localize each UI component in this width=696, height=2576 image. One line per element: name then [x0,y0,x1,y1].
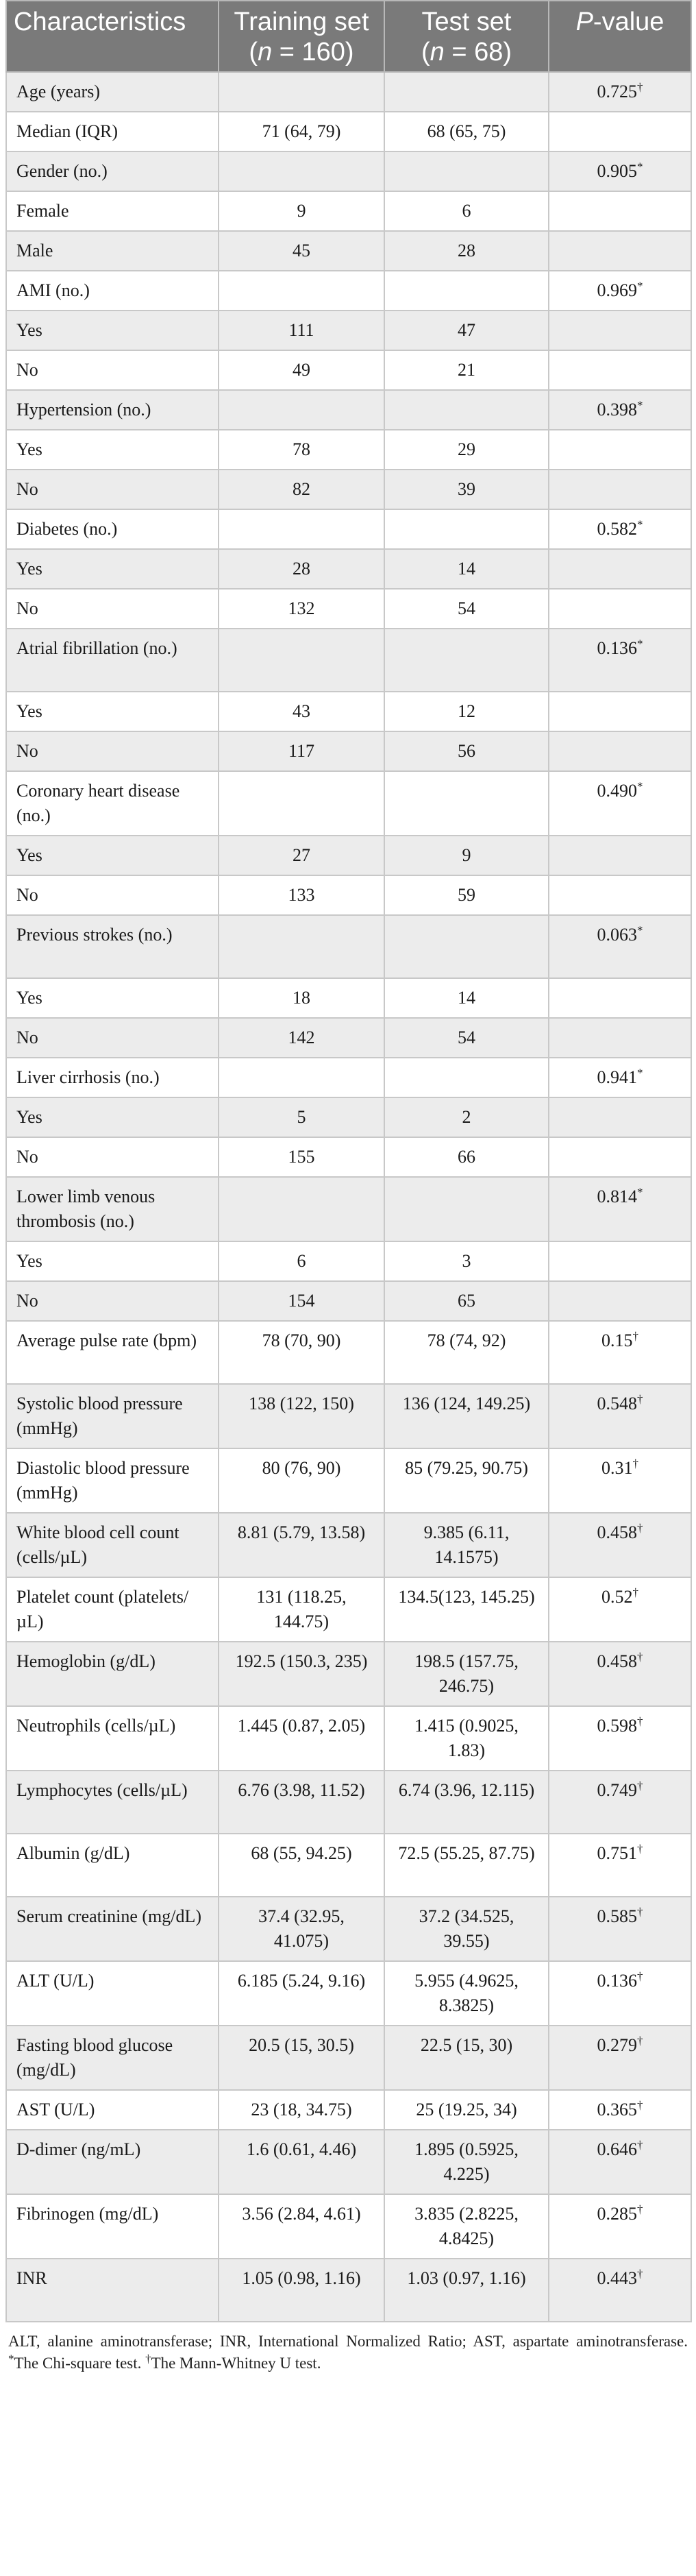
cell-p-value [549,692,691,731]
cell-p-value [549,350,691,390]
table-row [6,915,691,978]
cell-characteristic: Lower limb venous thrombosis (no.) [6,1177,219,1241]
table-row [6,2194,691,2259]
cell-training-set: 133 [219,875,384,915]
table-row [6,72,691,112]
p-value-text: 0.279 [597,2035,637,2055]
cell-characteristic: No [6,350,219,390]
table-row [6,875,691,915]
table-body [6,72,691,2322]
table-row [6,151,691,191]
test-marker: † [637,1842,643,1856]
cell-characteristic: Fasting blood glucose (mg/dL) [6,2026,219,2090]
cell-characteristic: Lymphocytes (cells/µL) [6,1771,219,1834]
cell-training-set [219,151,384,191]
cell-characteristic: Hypertension (no.) [6,390,219,430]
cell-characteristic: ALT (U/L) [6,1961,219,2026]
cell-p-value [549,1177,691,1241]
cell-test-set: 39 [384,470,549,509]
cell-p-value [549,1771,691,1834]
cell-p-value [549,1897,691,1961]
cell-characteristic: Atrial fibrillation (no.) [6,629,219,692]
cell-p-value [549,1448,691,1513]
cell-characteristic: Yes [6,692,219,731]
table-row [6,978,691,1018]
cell-training-set: 138 (122, 150) [219,1384,384,1448]
cell-test-set [384,72,549,112]
cell-p-value [549,771,691,836]
table-footnote: ALT, alanine aminotransferase; INR, International Normalized Ratio; AST, aspartate aminotransferase. *The Chi-square test. †The Mann-Whitney U test. [8,2333,688,2372]
cell-characteristic: Male [6,231,219,271]
header-characteristics: Characteristics [6,1,219,72]
table-row [6,589,691,629]
cell-characteristic: No [6,731,219,771]
cell-p-value [549,112,691,151]
cell-characteristic: Systolic blood pressure (mmHg) [6,1384,219,1448]
table-row [6,350,691,390]
table-row [6,692,691,731]
p-value-text: 0.548 [597,1394,637,1413]
cell-p-value [549,629,691,692]
cell-p-value [549,1097,691,1137]
cell-characteristic: No [6,1137,219,1177]
cell-p-value [549,509,691,549]
cell-training-set: 154 [219,1281,384,1321]
cell-p-value [549,390,691,430]
cell-p-value [549,1513,691,1577]
cell-training-set: 82 [219,470,384,509]
cell-test-set: 14 [384,978,549,1018]
p-value-text: 0.490 [597,781,637,801]
cell-p-value [549,151,691,191]
cell-test-set: 54 [384,589,549,629]
test-marker: † [637,1521,643,1535]
cell-training-set: 28 [219,549,384,589]
test-marker: † [637,2202,643,2216]
table-row [6,1513,691,1577]
table-row [6,629,691,692]
table-row [6,2130,691,2194]
table-row [6,1834,691,1897]
table-row [6,1281,691,1321]
table-row [6,112,691,151]
cell-training-set: 68 (55, 94.25) [219,1834,384,1897]
cell-test-set: 9.385 (6.11, 14.1575) [384,1513,549,1577]
cell-test-set [384,1058,549,1097]
cell-training-set: 37.4 (32.95, 41.075) [219,1897,384,1961]
cell-training-set: 80 (76, 90) [219,1448,384,1513]
cell-training-set: 6.76 (3.98, 11.52) [219,1771,384,1834]
cell-test-set: 29 [384,430,549,470]
cell-training-set: 142 [219,1018,384,1058]
cell-characteristic: Yes [6,311,219,350]
cell-characteristic: AMI (no.) [6,271,219,311]
p-value-text: 0.443 [597,2268,637,2288]
test-marker: † [637,1969,643,1983]
test-marker: * [637,160,643,173]
cell-test-set: 1.03 (0.97, 1.16) [384,2259,549,2322]
cell-characteristic: Platelet count (platelets/µL) [6,1577,219,1642]
cell-test-set: 1.895 (0.5925, 4.225) [384,2130,549,2194]
cell-characteristic: Hemoglobin (g/dL) [6,1642,219,1706]
cell-characteristic: D-dimer (ng/mL) [6,2130,219,2194]
cell-test-set [384,390,549,430]
cell-training-set: 8.81 (5.79, 13.58) [219,1513,384,1577]
cell-training-set: 78 (70, 90) [219,1321,384,1384]
test-marker: * [637,1066,643,1080]
p-value-text: 0.969 [597,280,637,300]
cell-test-set: 85 (79.25, 90.75) [384,1448,549,1513]
table-row [6,191,691,231]
table-row [6,470,691,509]
cell-p-value [549,1961,691,2026]
cell-p-value [549,2090,691,2130]
cell-characteristic: Neutrophils (cells/µL) [6,1706,219,1771]
cell-p-value [549,1281,691,1321]
p-value-text: 0.598 [597,1716,637,1736]
p-value-text: 0.905 [597,161,637,181]
cell-characteristic: Coronary heart disease (no.) [6,771,219,836]
cell-characteristic: Female [6,191,219,231]
cell-training-set: 1.445 (0.87, 2.05) [219,1706,384,1771]
cell-training-set: 5 [219,1097,384,1137]
cell-training-set [219,271,384,311]
cell-p-value [549,191,691,231]
cell-training-set [219,915,384,978]
p-value-text: 0.582 [597,519,637,539]
table-container [5,0,691,2374]
test-marker: † [637,2098,643,2112]
p-value-text: 0.814 [597,1187,637,1206]
cell-p-value [549,311,691,350]
test-marker: * [637,779,643,793]
cell-characteristic: No [6,875,219,915]
cell-training-set [219,1177,384,1241]
p-value-text: 0.646 [597,2139,637,2159]
table-row [6,2090,691,2130]
cell-training-set: 9 [219,191,384,231]
table-row [6,390,691,430]
cell-test-set: 3 [384,1241,549,1281]
table-row [6,836,691,875]
cell-p-value [549,1642,691,1706]
cell-p-value [549,430,691,470]
p-value-text: 0.365 [597,2100,637,2119]
cell-test-set: 136 (124, 149.25) [384,1384,549,1448]
cell-training-set: 1.6 (0.61, 4.46) [219,2130,384,2194]
table-row [6,1137,691,1177]
p-value-text: 0.52 [601,1587,633,1607]
test-marker: * [637,1185,643,1199]
cell-training-set: 3.56 (2.84, 4.61) [219,2194,384,2259]
cell-p-value [549,2130,691,2194]
cell-test-set: 78 (74, 92) [384,1321,549,1384]
test-marker: † [632,1457,638,1470]
test-marker: * [637,637,643,651]
table-row [6,731,691,771]
cell-characteristic: Fibrinogen (mg/dL) [6,2194,219,2259]
cell-p-value [549,1706,691,1771]
cell-training-set [219,1058,384,1097]
cell-training-set: 111 [219,311,384,350]
cell-test-set: 21 [384,350,549,390]
test-marker: * [637,279,643,293]
table-row [6,2259,691,2322]
cell-test-set: 3.835 (2.8225, 4.8425) [384,2194,549,2259]
cell-training-set: 45 [219,231,384,271]
cell-test-set: 134.5(123, 145.25) [384,1577,549,1642]
cell-characteristic: Yes [6,1097,219,1137]
cell-p-value [549,2259,691,2322]
cell-test-set: 72.5 (55.25, 87.75) [384,1834,549,1897]
cell-test-set [384,271,549,311]
cell-p-value [549,836,691,875]
cell-p-value [549,1241,691,1281]
cell-test-set: 22.5 (15, 30) [384,2026,549,2090]
cell-test-set: 5.955 (4.9625, 8.3825) [384,1961,549,2026]
test-marker: † [632,1585,638,1599]
cell-characteristic: Yes [6,978,219,1018]
table-row [6,1897,691,1961]
test-marker: † [632,1329,638,1343]
cell-characteristic: Serum creatinine (mg/dL) [6,1897,219,1961]
cell-characteristic: No [6,470,219,509]
table-row [6,1577,691,1642]
test-marker: † [637,1714,643,1728]
cell-characteristic: No [6,1281,219,1321]
cell-characteristic: Albumin (g/dL) [6,1834,219,1897]
table-row [6,1706,691,1771]
cell-test-set: 6 [384,191,549,231]
table-row [6,509,691,549]
cell-characteristic: Median (IQR) [6,112,219,151]
cell-training-set: 6 [219,1241,384,1281]
cell-p-value [549,2026,691,2090]
p-value-text: 0.136 [597,1971,637,1991]
cell-p-value [549,271,691,311]
cell-training-set [219,771,384,836]
table-row [6,1771,691,1834]
cell-test-set: 9 [384,836,549,875]
test-marker: * [637,398,643,412]
cell-test-set: 28 [384,231,549,271]
cell-characteristic: No [6,589,219,629]
cell-characteristic: Gender (no.) [6,151,219,191]
test-marker: † [637,1779,643,1793]
test-marker: † [637,2034,643,2048]
cell-characteristic: Diastolic blood pressure (mmHg) [6,1448,219,1513]
p-value-text: 0.941 [597,1067,637,1087]
cell-characteristic: Diabetes (no.) [6,509,219,549]
table-row [6,771,691,836]
cell-training-set [219,509,384,549]
p-value-text: 0.063 [597,925,637,945]
cell-p-value [549,1137,691,1177]
table-row [6,2026,691,2090]
cell-test-set: 198.5 (157.75, 246.75) [384,1642,549,1706]
cell-characteristic: Yes [6,1241,219,1281]
cell-p-value [549,1384,691,1448]
header-p-value: P-value [549,1,691,72]
cell-p-value [549,231,691,271]
cell-training-set: 6.185 (5.24, 9.16) [219,1961,384,2026]
p-value-text: 0.585 [597,1906,637,1926]
cell-characteristic: No [6,1018,219,1058]
cell-test-set: 37.2 (34.525, 39.55) [384,1897,549,1961]
cell-test-set [384,771,549,836]
table-header-row [6,1,691,72]
table-row [6,271,691,311]
cell-characteristic: INR [6,2259,219,2322]
header-test-set: Test set (n = 68) [384,1,549,72]
cell-p-value [549,1834,691,1897]
cell-test-set: 14 [384,549,549,589]
cell-characteristic: Average pulse rate (bpm) [6,1321,219,1384]
cell-characteristic: Yes [6,430,219,470]
cell-characteristic: AST (U/L) [6,2090,219,2130]
cell-training-set [219,390,384,430]
table-row [6,1241,691,1281]
table-row [6,430,691,470]
cell-test-set: 25 (19.25, 34) [384,2090,549,2130]
cell-characteristic: White blood cell count (cells/µL) [6,1513,219,1577]
table-row [6,1177,691,1241]
cell-training-set: 117 [219,731,384,771]
cell-characteristic: Liver cirrhosis (no.) [6,1058,219,1097]
test-marker: † [637,80,643,94]
cell-p-value [549,72,691,112]
table-row [6,1058,691,1097]
test-marker: * [637,923,643,937]
p-value-text: 0.285 [597,2204,637,2224]
cell-characteristic: Yes [6,836,219,875]
cell-test-set [384,629,549,692]
cell-training-set [219,629,384,692]
cell-p-value [549,1018,691,1058]
table-row [6,549,691,589]
cell-training-set: 27 [219,836,384,875]
cell-training-set: 18 [219,978,384,1018]
cell-p-value [549,470,691,509]
cell-test-set: 2 [384,1097,549,1137]
p-value-text: 0.458 [597,1651,637,1671]
cell-p-value [549,589,691,629]
test-marker: † [637,2267,643,2281]
cell-training-set: 23 (18, 34.75) [219,2090,384,2130]
cell-test-set: 65 [384,1281,549,1321]
table-row [6,231,691,271]
p-value-text: 0.725 [597,82,637,101]
cell-p-value [549,978,691,1018]
cell-training-set: 192.5 (150.3, 235) [219,1642,384,1706]
test-marker: † [637,1650,643,1664]
cell-p-value [549,549,691,589]
cell-training-set: 43 [219,692,384,731]
p-value-text: 0.458 [597,1522,637,1542]
p-value-text: 0.398 [597,400,637,420]
cell-test-set: 47 [384,311,549,350]
cell-test-set: 54 [384,1018,549,1058]
cell-p-value [549,1577,691,1642]
test-marker: † [637,1905,643,1919]
table-row [6,1961,691,2026]
cell-p-value [549,875,691,915]
cell-test-set: 59 [384,875,549,915]
cell-training-set: 49 [219,350,384,390]
table-row [6,1018,691,1058]
cell-test-set: 6.74 (3.96, 12.115) [384,1771,549,1834]
test-marker: † [637,2138,643,2152]
cell-training-set: 155 [219,1137,384,1177]
cell-p-value [549,1321,691,1384]
cell-test-set: 68 (65, 75) [384,112,549,151]
cell-p-value [549,1058,691,1097]
p-value-text: 0.15 [601,1330,633,1350]
table-row [6,1642,691,1706]
cell-training-set: 71 (64, 79) [219,112,384,151]
table-row [6,311,691,350]
cell-test-set: 12 [384,692,549,731]
test-marker: † [637,1392,643,1406]
cell-test-set: 66 [384,1137,549,1177]
header-training-set: Training set (n = 160) [219,1,384,72]
table-row [6,1384,691,1448]
cell-test-set: 1.415 (0.9025, 1.83) [384,1706,549,1771]
cell-test-set [384,151,549,191]
cell-test-set: 56 [384,731,549,771]
table-row [6,1097,691,1137]
cell-training-set: 20.5 (15, 30.5) [219,2026,384,2090]
cell-p-value [549,731,691,771]
test-marker: * [637,518,643,531]
cell-training-set: 131 (118.25, 144.75) [219,1577,384,1642]
p-value-text: 0.751 [597,1843,637,1863]
cell-training-set: 132 [219,589,384,629]
characteristics-table [5,0,692,2322]
table-row [6,1448,691,1513]
cell-p-value [549,2194,691,2259]
cell-characteristic: Age (years) [6,72,219,112]
table-row [6,1321,691,1384]
cell-training-set: 1.05 (0.98, 1.16) [219,2259,384,2322]
cell-test-set [384,509,549,549]
cell-training-set [219,72,384,112]
cell-characteristic: Previous strokes (no.) [6,915,219,978]
cell-test-set [384,915,549,978]
cell-p-value [549,915,691,978]
cell-characteristic: Yes [6,549,219,589]
cell-test-set [384,1177,549,1241]
p-value-text: 0.31 [601,1458,633,1478]
p-value-text: 0.136 [597,638,637,658]
cell-training-set: 78 [219,430,384,470]
p-value-text: 0.749 [597,1780,637,1800]
